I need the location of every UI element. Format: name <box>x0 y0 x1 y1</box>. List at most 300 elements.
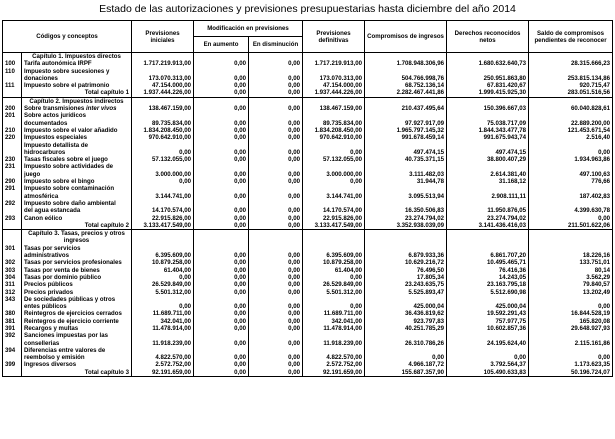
initial-line <box>134 185 191 192</box>
increase-line: 0,00 <box>234 119 246 127</box>
rights-line <box>449 68 526 75</box>
chapter-2-concepts <box>22 97 132 229</box>
increase-line <box>196 53 246 60</box>
increase-line: 0,00 <box>234 324 246 332</box>
decrease-line <box>251 68 300 75</box>
chapter-3-final <box>303 230 365 377</box>
initial-line: 3.133.417.549,00 <box>143 221 191 229</box>
balance-line: 13.202,49 <box>582 288 611 296</box>
concepts-line: Impuestos especiales <box>24 134 87 142</box>
final-line: 1.834.208.450,00 <box>314 126 363 134</box>
concepts-line: Precios privados <box>24 288 74 296</box>
concepts-line: Sobre transmisiones inter vivos <box>24 105 117 113</box>
final-line: 26.529.849,00 <box>323 281 363 289</box>
commitments-line: 1.965.797.145,32 <box>396 126 445 134</box>
initial-line: 14.170.574,00 <box>152 207 191 215</box>
codes-line: 100 <box>5 60 16 68</box>
decrease-line <box>251 245 300 252</box>
decrease-line: 0,00 <box>288 354 301 362</box>
decrease-line: 0,00 <box>288 273 301 281</box>
concepts-line: Capítulo 1. Impuestos directos <box>32 53 121 60</box>
commitments-line: 23.274.794,02 <box>405 214 445 222</box>
commitments-line: 31.944,78 <box>416 178 445 186</box>
rights-line: 11.950.876,05 <box>487 207 527 215</box>
final-line <box>305 347 362 354</box>
decrease-line: 0,00 <box>288 310 301 318</box>
balance-line: 187.402,83 <box>579 192 611 200</box>
concepts-line: consellerias <box>24 339 60 347</box>
commitments-line <box>367 296 444 303</box>
codes-line: 303 <box>5 266 16 274</box>
initial-line: 3.144.741,00 <box>155 192 191 200</box>
codes-line: 302 <box>5 259 16 267</box>
increase-line: 0,00 <box>234 126 246 134</box>
decrease-line <box>251 332 300 339</box>
codes-line <box>5 222 19 229</box>
increase-line: 0,00 <box>234 178 246 186</box>
initial-line: 89.735.834,00 <box>152 119 191 127</box>
chapter-3-concepts <box>22 230 132 377</box>
rights-line: 5.512.690,98 <box>490 288 527 296</box>
codes-line <box>5 75 19 82</box>
concepts-line: documentados <box>24 119 68 127</box>
initial-line: 61.404,00 <box>163 266 191 274</box>
initial-line <box>134 230 191 237</box>
initial-line: 1.717.219.913,00 <box>143 60 191 68</box>
increase-line: 0,00 <box>234 310 246 318</box>
balance-line: 3.562,29 <box>586 273 611 281</box>
rights-line <box>449 163 526 170</box>
decrease-line: 0,00 <box>288 192 301 200</box>
decrease-line: 0,00 <box>288 324 301 332</box>
codes-line <box>5 98 19 105</box>
balance-line <box>531 163 610 170</box>
final-line: 61.404,00 <box>334 266 363 274</box>
concepts-line: Sobre actos jurídicos <box>24 112 86 120</box>
rights-line: 3.792.564,37 <box>490 361 527 369</box>
commitments-line <box>367 237 444 244</box>
rights-line: 105.490.633,83 <box>483 368 527 376</box>
decrease-line <box>251 185 300 192</box>
final-line: 173.070.313,00 <box>319 74 363 82</box>
decrease-line <box>251 230 300 237</box>
final-line: 5.501.312,00 <box>326 288 363 296</box>
concepts-line: Total capítulo 3 <box>84 368 129 376</box>
rights-line: 991.675.943,74 <box>483 134 527 142</box>
balance-line: 133.751,01 <box>579 259 611 267</box>
balance-line <box>531 296 610 303</box>
final-line: 89.735.834,00 <box>323 119 363 127</box>
final-line: 11.918.239,00 <box>323 339 363 347</box>
rights-line: 19.592.291,43 <box>487 310 527 318</box>
decrease-line: 0,00 <box>288 82 301 90</box>
rights-line: 150.396.667,03 <box>483 105 527 113</box>
codes-line: 111 <box>5 82 15 90</box>
final-line: 4.822.570,00 <box>326 354 363 362</box>
increase-line: 0,00 <box>234 266 246 274</box>
final-line <box>305 142 362 149</box>
rights-line <box>449 142 526 149</box>
decrease-line: 0,00 <box>288 74 301 82</box>
balance-line: 2.115.161,86 <box>574 339 611 347</box>
concepts-line: del agua estancada <box>24 207 81 215</box>
codes-line: 292 <box>5 199 16 207</box>
initial-line <box>134 68 191 75</box>
final-line: 11.689.711,00 <box>323 310 363 318</box>
rights-line: 250.951.863,80 <box>483 74 527 82</box>
initial-line: 0,00 <box>179 178 191 186</box>
commitments-line: 16.350.506,83 <box>405 207 445 215</box>
commitments-line <box>367 53 444 60</box>
rights-line: 1.999.415.925,30 <box>478 89 527 97</box>
balance-line: 497.100,63 <box>579 170 611 178</box>
codes-line: 290 <box>5 178 16 186</box>
rights-line <box>449 112 526 119</box>
final-line <box>305 237 362 244</box>
concepts-line: Impuesto sobre daño ambiental <box>24 199 116 207</box>
codes-line: 391 <box>5 324 16 332</box>
initial-line: 11.478.914,00 <box>152 324 191 332</box>
increase-line <box>196 230 246 237</box>
decrease-line: 0,00 <box>288 252 301 260</box>
increase-line <box>196 112 246 119</box>
initial-line <box>134 237 191 244</box>
increase-line: 0,00 <box>234 192 246 200</box>
commitments-line: 40.735.371,15 <box>405 156 445 164</box>
increase-line: 0,00 <box>234 89 246 97</box>
final-line: 0,00 <box>350 178 363 186</box>
concepts-line: Impuesto sobre sucesiones y <box>24 67 110 75</box>
concepts-line: reembolso y emisión <box>24 354 85 362</box>
chapter-2-codes <box>3 97 22 229</box>
increase-line <box>196 142 246 149</box>
increase-line: 0,00 <box>234 368 246 376</box>
commitments-line: 2.282.467.441,86 <box>396 89 445 97</box>
codes-line: 304 <box>5 273 16 281</box>
codes-line: 230 <box>5 156 16 164</box>
increase-line: 0,00 <box>234 281 246 289</box>
concepts-line: Tasas por servicios profesionales <box>24 259 122 267</box>
header-increase: En aumento <box>194 37 249 53</box>
balance-line <box>531 237 610 244</box>
balance-line: 283.051.516,56 <box>567 89 611 97</box>
final-line: 47.154.000,00 <box>323 82 363 90</box>
balance-line: 50.196.724,07 <box>571 368 611 376</box>
decrease-line <box>251 237 300 244</box>
codes-line <box>5 303 19 310</box>
page-title: Estado de las autorizaciones y previsiones presupuestarias hasta diciembre del año 2014 <box>99 3 516 15</box>
balance-line: 211.501.622,06 <box>567 221 611 229</box>
concepts-line: Capítulo 3. Tasas, precios y otros <box>28 230 125 238</box>
final-line <box>305 98 362 105</box>
initial-line: 5.501.312,00 <box>155 288 191 296</box>
decrease-line: 0,00 <box>288 317 301 325</box>
chapter-3-commitments <box>365 230 447 377</box>
increase-line <box>196 185 246 192</box>
decrease-line <box>251 142 300 149</box>
initial-line <box>134 112 191 119</box>
increase-line <box>196 347 246 354</box>
commitments-line <box>367 230 444 237</box>
balance-line: 776,66 <box>591 178 611 186</box>
final-line <box>305 53 362 60</box>
codes-line: 394 <box>5 346 16 354</box>
concepts-line: Impuesto sobre el valor añadido <box>24 126 118 134</box>
rights-line <box>449 347 526 354</box>
balance-line <box>531 200 610 207</box>
concepts-line: Precios públicos <box>24 281 73 289</box>
increase-line: 0,00 <box>234 74 246 82</box>
commitments-line <box>367 142 444 149</box>
codes-line: 231 <box>5 163 16 171</box>
decrease-line <box>251 53 300 60</box>
initial-line: 1.937.444.226,00 <box>143 89 191 97</box>
increase-line: 0,00 <box>234 259 246 267</box>
balance-line: 1.934.963,86 <box>574 156 611 164</box>
final-line: 6.395.609,00 <box>326 252 363 260</box>
commitments-line: 3.352.938.039,09 <box>396 221 445 229</box>
codes-line: 380 <box>5 310 16 318</box>
rights-line: 2.614.381,40 <box>490 170 527 178</box>
balance-line: 18.226,16 <box>582 252 611 260</box>
final-line: 2.572.752,00 <box>326 361 363 369</box>
rights-line: 3.141.436.416,03 <box>478 221 527 229</box>
decrease-line: 0,00 <box>288 266 301 274</box>
balance-line: 2.516,40 <box>586 134 611 142</box>
codes-line <box>5 369 19 376</box>
initial-line <box>134 200 191 207</box>
initial-line: 22.915.826,00 <box>152 214 191 222</box>
header-concepts: Códigos y conceptos <box>3 21 132 53</box>
increase-line: 0,00 <box>234 214 246 222</box>
final-line: 92.191.659,00 <box>323 368 363 376</box>
initial-line <box>134 347 191 354</box>
commitments-line: 3.111.482,03 <box>409 170 445 178</box>
decrease-line: 0,00 <box>288 214 301 222</box>
header-initial: Previsiones iniciales <box>132 21 194 53</box>
rights-line <box>449 237 526 244</box>
final-line: 10.879.258,00 <box>323 259 363 267</box>
balance-line <box>531 112 610 119</box>
final-line <box>305 112 362 119</box>
rights-line: 1.680.632.640,73 <box>478 60 527 68</box>
chapter-1-commitments <box>365 53 447 98</box>
decrease-line: 0,00 <box>288 170 301 178</box>
increase-line <box>196 296 246 303</box>
commitments-line <box>367 347 444 354</box>
rights-line: 10.602.857,36 <box>487 324 527 332</box>
initial-line: 4.822.570,00 <box>155 354 191 362</box>
decrease-line: 0,00 <box>288 303 301 311</box>
header-decrease: En disminución <box>249 37 303 53</box>
initial-line: 6.395.609,00 <box>155 252 191 260</box>
codes-line: 343 <box>5 295 16 303</box>
increase-line <box>196 245 246 252</box>
commitments-line <box>367 332 444 339</box>
increase-line: 0,00 <box>234 288 246 296</box>
chapter-3-initial <box>132 230 194 377</box>
codes-line <box>5 252 19 259</box>
chapter-2-commitments <box>365 97 447 229</box>
decrease-line: 0,00 <box>288 119 301 127</box>
concepts-line: Total capítulo 2 <box>84 221 129 229</box>
initial-line <box>134 245 191 252</box>
commitments-line: 97.927.917,09 <box>405 119 445 127</box>
budget-table <box>2 20 613 377</box>
balance-line <box>531 68 610 75</box>
decrease-line <box>251 200 300 207</box>
initial-line: 92.191.659,00 <box>152 368 191 376</box>
final-line <box>305 68 362 75</box>
concepts-line: Tasas por servicios <box>24 244 81 252</box>
codes-line: 210 <box>5 126 16 134</box>
concepts-line: Canon eólico <box>24 214 63 222</box>
initial-line: 138.467.159,00 <box>148 105 191 113</box>
initial-line: 47.154.000,00 <box>152 82 191 90</box>
chapter-3-block <box>3 230 613 377</box>
increase-line <box>196 163 246 170</box>
concepts-line: donaciones <box>24 74 58 82</box>
rights-line <box>449 332 526 339</box>
commitments-line: 1.708.948.306,96 <box>396 60 445 68</box>
balance-line: 1.173.623,35 <box>574 361 611 369</box>
initial-line: 342.041,00 <box>160 317 191 325</box>
balance-line <box>531 245 610 252</box>
increase-line: 0,00 <box>234 339 246 347</box>
commitments-line <box>367 163 444 170</box>
increase-line: 0,00 <box>234 207 246 215</box>
codes-line <box>5 89 19 96</box>
decrease-line: 0,00 <box>288 105 301 113</box>
chapter-1-increase <box>194 53 249 98</box>
initial-line: 0,00 <box>179 273 191 281</box>
chapter-2-decrease <box>249 97 303 229</box>
chapter-2-initial <box>132 97 194 229</box>
concepts-line: Sanciones impuestas por las <box>24 332 108 340</box>
rights-line: 425.000,04 <box>495 303 527 311</box>
balance-line <box>531 98 610 105</box>
decrease-line: 0,00 <box>288 368 301 376</box>
chapter-2-balance <box>529 97 613 229</box>
increase-line: 0,00 <box>234 170 246 178</box>
increase-line: 0,00 <box>234 273 246 281</box>
commitments-line <box>367 185 444 192</box>
concepts-line: juego <box>24 170 41 178</box>
header-rights: Derechos reconocidos netos <box>447 21 529 53</box>
concepts-line: Impuesto sobre contaminación <box>24 185 115 193</box>
codes-line <box>5 340 19 347</box>
commitments-line: 923.797,83 <box>413 317 445 325</box>
increase-line: 0,00 <box>234 221 246 229</box>
increase-line: 0,00 <box>234 82 246 90</box>
commitments-line: 40.251.785,29 <box>405 324 445 332</box>
final-line <box>305 230 362 237</box>
final-line: 0,00 <box>350 303 363 311</box>
commitments-line: 497.474,15 <box>413 148 445 156</box>
increase-line <box>196 200 246 207</box>
commitments-line: 6.879.933,36 <box>408 252 445 260</box>
rights-line: 14.243,05 <box>498 273 527 281</box>
decrease-line <box>251 163 300 170</box>
increase-line: 0,00 <box>234 148 246 156</box>
concepts-line: Capítulo 2. Impuestos indirectos <box>29 97 124 105</box>
codes-line: 200 <box>5 105 16 113</box>
chapter-3-increase <box>194 230 249 377</box>
rights-line <box>449 245 526 252</box>
concepts-line: Recargos y multas <box>24 324 79 332</box>
header-modification: Modificación en previsiones <box>194 21 303 37</box>
concepts-line: atmosférica <box>24 192 59 200</box>
concepts-line: Impuesto sobre el patrimonio <box>24 82 110 90</box>
codes-line: 392 <box>5 332 16 340</box>
decrease-line: 0,00 <box>288 281 301 289</box>
decrease-line: 0,00 <box>288 207 301 215</box>
initial-line: 0,00 <box>179 303 191 311</box>
chapter-3-decrease <box>249 230 303 377</box>
initial-line <box>134 142 191 149</box>
decrease-line: 0,00 <box>288 288 301 296</box>
chapter-2-final <box>303 97 365 229</box>
increase-line <box>196 332 246 339</box>
commitments-line: 76.496,50 <box>416 266 445 274</box>
concepts-line: entes públicos <box>24 303 67 311</box>
commitments-line <box>367 68 444 75</box>
rights-line: 497.474,15 <box>495 148 527 156</box>
balance-line: 0,00 <box>598 354 611 362</box>
codes-line: 311 <box>5 281 15 289</box>
increase-line <box>196 98 246 105</box>
final-line: 0,00 <box>350 148 363 156</box>
balance-line: 16.844.528,19 <box>571 310 611 318</box>
rights-line <box>449 230 526 237</box>
codes-line <box>5 193 19 200</box>
commitments-line <box>367 245 444 252</box>
concepts-line: Total capítulo 1 <box>84 89 129 97</box>
rights-line: 38.800.407,29 <box>487 156 527 164</box>
rights-line: 0,00 <box>514 354 527 362</box>
initial-line: 57.132.055,00 <box>152 156 191 164</box>
rights-line: 757.977,75 <box>495 317 527 325</box>
final-line: 22.915.826,00 <box>323 214 363 222</box>
final-line: 3.144.741,00 <box>326 192 363 200</box>
decrease-line <box>251 296 300 303</box>
final-line: 970.642.910,00 <box>319 134 363 142</box>
initial-line: 3.000.000,00 <box>155 170 191 178</box>
balance-line <box>531 142 610 149</box>
initial-line: 970.642.910,00 <box>148 134 191 142</box>
concepts-line: Tasas fiscales sobre el juego <box>24 156 108 164</box>
decrease-line: 0,00 <box>288 126 301 134</box>
chapter-1-decrease <box>249 53 303 98</box>
chapter-1-balance <box>529 53 613 98</box>
final-line: 1.717.219.913,00 <box>314 60 363 68</box>
decrease-line: 0,00 <box>288 89 301 97</box>
balance-line <box>531 185 610 192</box>
decrease-line: 0,00 <box>288 148 301 156</box>
chapter-1-block <box>3 53 613 98</box>
final-line: 138.467.159,00 <box>319 105 363 113</box>
commitments-line: 0,00 <box>432 354 445 362</box>
rights-line: 23.163.795,18 <box>487 281 527 289</box>
decrease-line: 0,00 <box>288 134 301 142</box>
final-line: 1.937.444.226,00 <box>314 89 363 97</box>
concepts-line: Diferencias entre valores de <box>24 346 106 354</box>
balance-line: 0,00 <box>598 148 611 156</box>
final-line <box>305 296 362 303</box>
concepts-line: Impuesto sobre actividades de <box>24 163 114 171</box>
concepts-line: Tasas por venta de bienes <box>24 266 100 274</box>
rights-line: 67.831.420,67 <box>487 82 527 90</box>
